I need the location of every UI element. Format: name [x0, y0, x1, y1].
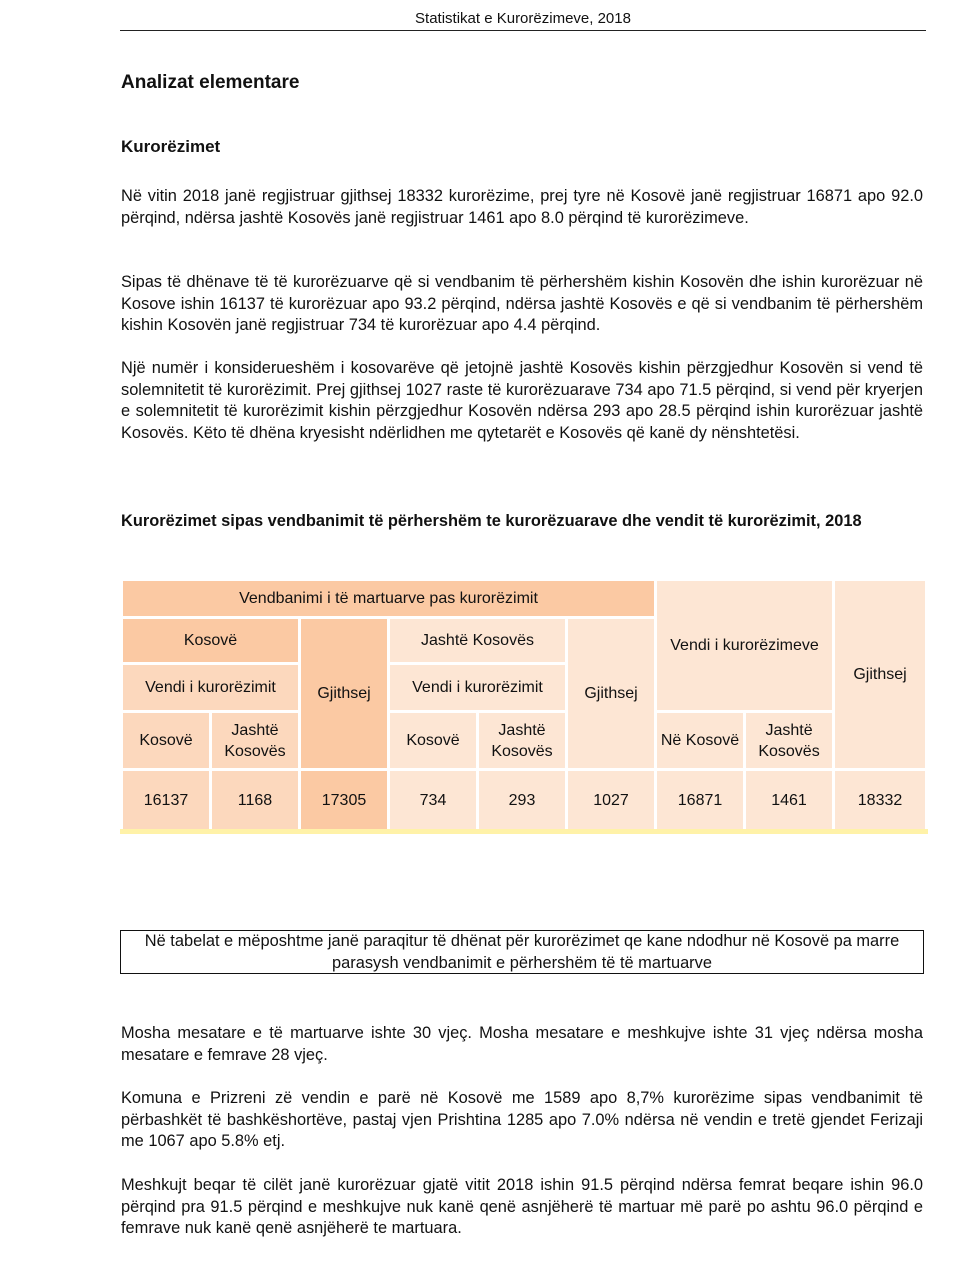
sub-kosove-jashte: Jashtë Kosovës: [211, 712, 300, 770]
paragraph-6: Meshkujt beqar të cilët janë kurorëzuar gjatë vitit 2018 ishin 91.5 përqind ndërsa femrat beqare ishin 96.0 përqind pra 91.5 përqind e meshkujve nuk kanë qenë asnjëherë të martuar më parë po ashtu 96.0 përqind e femrave nuk kanë qenë asnjëherë te martuara.: [121, 1176, 923, 1237]
value-cell: 734: [389, 770, 478, 832]
marriages-table: [120, 578, 928, 834]
value-cell: 17305: [300, 770, 389, 832]
paragraph-4: Mosha mesatare e të martuarve ishte 30 vjeç. Mosha mesatare e meshkujve ishte 31 vjeç ndërsa mosha mesatare e femrave 28 vjeç.: [121, 1024, 923, 1064]
value-cell: 16137: [122, 770, 211, 832]
section-subtitle: Kurorëzimet: [121, 137, 221, 156]
paragraph-5: Komuna e Prizreni zë vendin e parë në Kosovë me 1589 apo 8,7% kurorëzime sipas vendbanimit të përbashkët të bashkëshortëve, pastaj vjen Prishtina 1285 apo 7.0% ndërsa në vendin e tretë gjendet Ferizaji me 1067 apo 5.8% etj.: [121, 1089, 923, 1150]
page-header: Statistikat e Kurorëzimeve, 2018: [120, 8, 926, 31]
sub-ne-kosove: Në Kosovë: [656, 712, 745, 770]
header-kosove: Kosovë: [122, 618, 300, 664]
value-cell: 1027: [567, 770, 656, 832]
header-residence: Vendbanimi i të martuarve pas kurorëzimit: [122, 580, 656, 618]
paragraph-3: Një numër i konsiderueshëm i kosovarëve që jetojnë jashtë Kosovës kishin përzgjedhur Kosovën si vend të solemnitetit të kurorëzimit. Prej gjithsej 1027 raste të kurorëzuarave 734 apo 71.5 përqind, si vend për kryerjen e solemnitetit të kurorëzimit kishin përzgjedhur Kosovën ndërsa 293 apo 28.5 përqind ishin kurorëzuar jashtë Kosovës. Këto të dhëna kryesisht ndërlidhen me qytetarët e Kosovës që kanë dy nënshtetësi.: [121, 359, 923, 442]
paragraph-2: Sipas të dhënave të të kurorëzuarve që si vendbanim të përhershëm kishin Kosovën dhe ishin kurorëzuar në Kosove ishin 16137 të kurorëzuar apo 93.2 përqind, ndërsa jashtë Kosovës e që si vendbanim të përhershëm kishin Kosovën janë regjistruar 734 të kurorëzuar apo 4.4 përqind.: [121, 273, 923, 334]
value-cell: 18332: [834, 770, 927, 832]
header-gjithsej-jashte: Gjithsej: [567, 618, 656, 770]
value-cell: 1461: [745, 770, 834, 832]
sub-jashte-jashte: Jashtë Kosovës: [478, 712, 567, 770]
header-vendi-kurorezimeve: Vendi i kurorëzimeve: [656, 580, 834, 712]
table-title: Kurorëzimet sipas vendbanimit të përhershëm te kurorëzuarave dhe vendit të kurorëzimit, 2018: [121, 512, 862, 530]
sub-jashte-kosoves: Jashtë Kosovës: [745, 712, 834, 770]
value-cell: 293: [478, 770, 567, 832]
sub-kosove-kosove: Kosovë: [122, 712, 211, 770]
note-box: Në tabelat e mëposhtme janë paraqitur të dhënat për kurorëzimet qe kane ndodhur në Kosovë pa marre parasysh vendbanimit e përhershëm të të martuarve: [120, 930, 924, 974]
header-jashte-kosoves: Jashtë Kosovës: [389, 618, 567, 664]
paragraph-1: Në vitin 2018 janë regjistruar gjithsej 18332 kurorëzime, prej tyre në Kosovë janë regjistruar 16871 apo 92.0 përqind, ndërsa jashtë Kosovës janë regjistruar 1461 apo 8.0 përqind të kurorëzimeve.: [121, 187, 923, 227]
value-cell: 16871: [656, 770, 745, 832]
header-gjithsej-total: Gjithsej: [834, 580, 927, 770]
header-vendi-kurorezimit-jashte: Vendi i kurorëzimit: [389, 664, 567, 712]
sub-jashte-kosove: Kosovë: [389, 712, 478, 770]
header-vendi-kurorezimit-kosove: Vendi i kurorëzimit: [122, 664, 300, 712]
value-cell: 1168: [211, 770, 300, 832]
header-gjithsej-kosove: Gjithsej: [300, 618, 389, 770]
section-title: Analizat elementare: [121, 72, 300, 93]
